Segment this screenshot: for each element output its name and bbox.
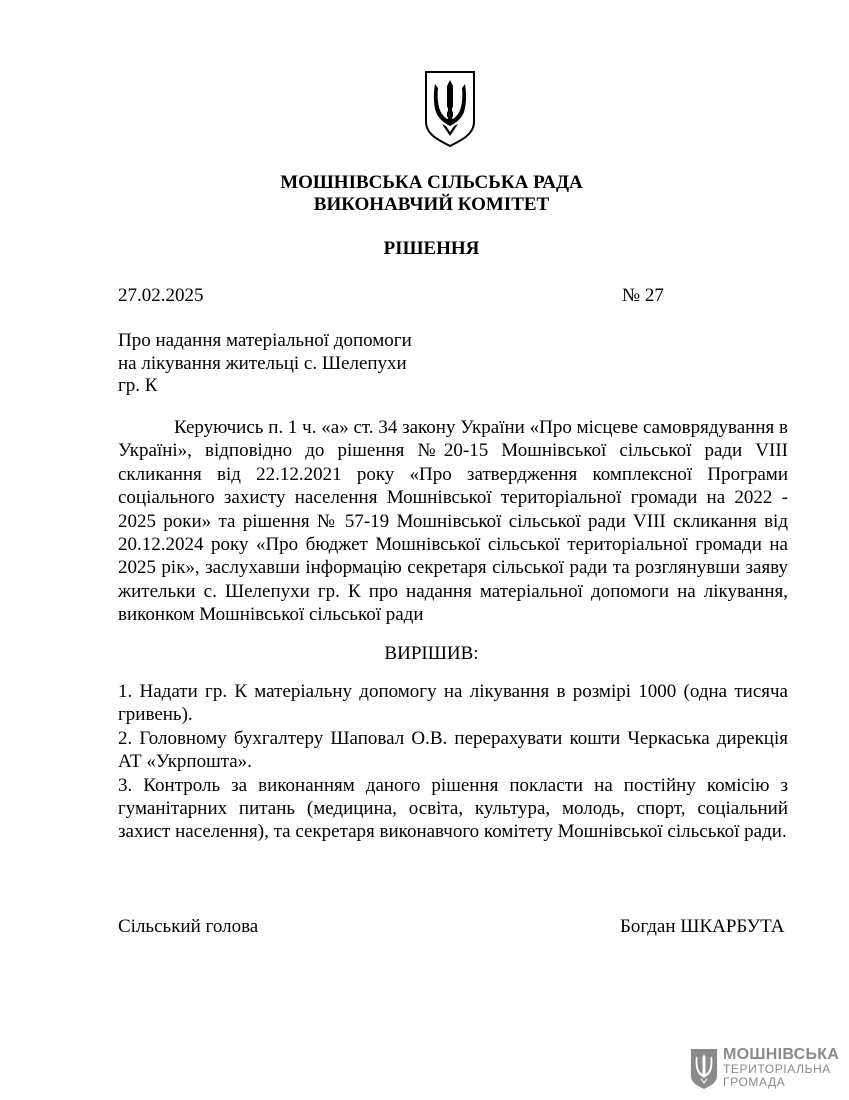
organization-name: МОШНІВСЬКА СІЛЬСЬКА РАДА	[280, 172, 583, 193]
resolved-heading: ВИРІШИВ:	[384, 643, 479, 664]
community-watermark	[690, 1046, 840, 1094]
watermark-line-3: ГРОМАДА	[723, 1075, 786, 1089]
trident-emblem-icon	[424, 70, 476, 148]
signatory-name: Богдан ШКАРБУТА	[620, 916, 785, 937]
subject-line-1: Про надання матеріальної допомоги	[118, 330, 412, 351]
preamble-paragraph: Керуючись п. 1 ч. «а» ст. 34 закону України «Про місцеве самоврядування в Україні», відповідно до рішення №20-15 Мошнівської сільської ради VIII скликання від 22.12.2021 року «Про затвердження комплексної Програми соціального захисту населення Мошнівської територіальної громади на 2022 - 2025 роки» та рішення № 57-19 Мошнівської сільської ради VIII скликання від 20.12.2024 року «Про бюджет Мошнівської сільської територіальної громади на 2025 рік», заслухавши інформацію секретаря сільської ради та розглянувши заяву жительки с. Шелепухи гр. К про надання матеріальної допомоги на лікування, виконком Мошнівської сільської ради	[118, 417, 788, 626]
subject-line-2: на лікування жительці с. Шелепухи	[118, 352, 407, 374]
decision-number: № 27	[622, 285, 664, 306]
watermark-line-2: ТЕРИТОРІАЛЬНА	[723, 1062, 831, 1076]
document-type-title: РІШЕННЯ	[383, 238, 480, 259]
watermark-line-1: МОШНІВСЬКА	[723, 1046, 840, 1063]
resolution-items	[118, 680, 788, 844]
resolution-item-3: 3. Контроль за виконанням даного рішення покласти на постійну комісію з гуманітарних питань (медицина, освіта, культура, молодь, спорт, соціальний захист населення), та секретаря виконавчого комітету Мошнівської сільської ради.	[118, 774, 788, 843]
decision-date: 27.02.2025	[118, 285, 204, 306]
executive-committee-name: ВИКОНАВЧИЙ КОМІТЕТ	[313, 194, 550, 215]
watermark-text	[723, 1046, 839, 1089]
signatory-position: Сільський голова	[118, 916, 259, 937]
subject-line-3: гр. К	[118, 375, 158, 396]
resolution-item-1: 1. Надати гр. К матеріальну допомогу на лікування в розмірі 1000 (одна тисяча гривень).	[118, 681, 788, 726]
trident-logo-icon	[690, 1048, 718, 1090]
decision-subject	[118, 330, 458, 398]
resolution-item-2: 2. Головному бухгалтеру Шаповал О.В. перерахувати кошти Черкаська дирекція АТ «Укрпошта».	[118, 727, 788, 773]
